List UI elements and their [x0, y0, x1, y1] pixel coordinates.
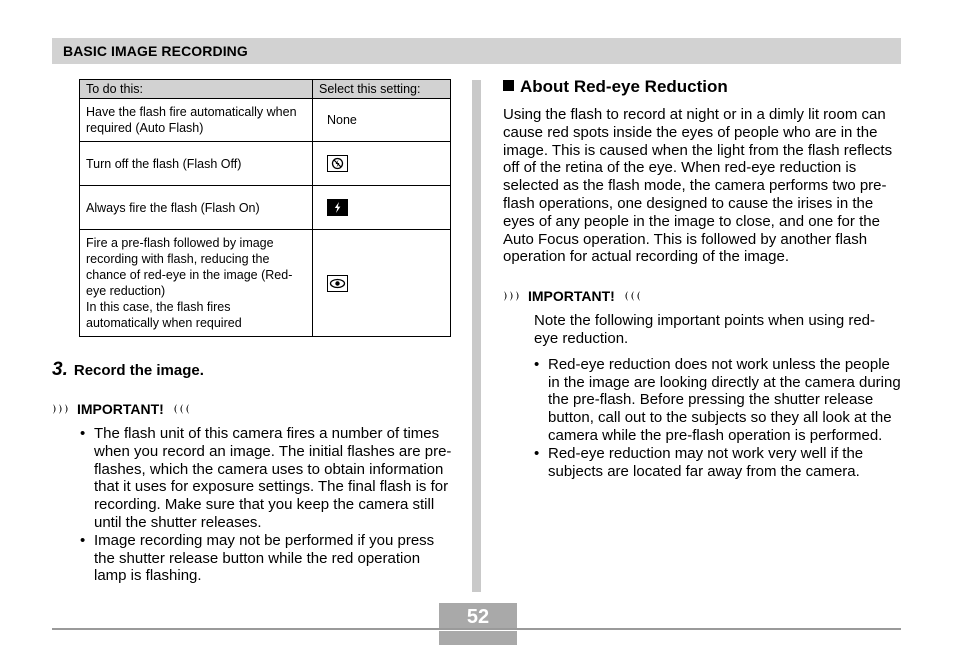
- step-number: 3.: [52, 359, 68, 380]
- list-item: • Image recording may not be performed if you press the shutter release button while the red operation lamp is flashing.: [80, 532, 452, 585]
- table-row: [80, 186, 451, 230]
- column-divider: [472, 80, 481, 592]
- table-cell-setting: [313, 230, 451, 337]
- right-important-list: [534, 356, 904, 481]
- left-important-list: [80, 425, 452, 585]
- red-eye-note: In this case, the flash fires automatically when required: [86, 300, 242, 330]
- table-header-action: To do this:: [80, 80, 313, 99]
- page-number: 52: [439, 603, 517, 630]
- right-column: [503, 77, 903, 480]
- important-heading: [503, 288, 903, 304]
- step-3: [52, 359, 452, 381]
- left-column: [52, 79, 452, 585]
- table-row: [80, 230, 451, 337]
- table-cell-action: [80, 230, 313, 337]
- table-row: [80, 99, 451, 142]
- red-eye-description: Fire a pre-flash followed by image recording with flash, reducing the chance of red-eye in the image (Red-eye reduction): [86, 236, 293, 298]
- flash-settings-table: [79, 79, 451, 337]
- section-title: [503, 77, 903, 97]
- important-right-marker-icon: [168, 403, 190, 415]
- table-cell-setting: [313, 142, 451, 186]
- table-header-setting: Select this setting:: [313, 80, 451, 99]
- important-label: IMPORTANT!: [77, 401, 164, 417]
- section-body: Using the flash to record at night or in a dimly lit room can cause red spots inside the eyes of people who are in the image. This is caused when the light from the flash reflects off of the retina of the eye. When red-eye reduction is selected as the flash mode, the camera performs two pre-flash operations, one designed to cause the irises in the eyes of any people in the image to close, and one for the Auto Focus operation. This is followed by another flash operation for actual recording of the image.: [503, 106, 893, 266]
- important-right-marker-icon: [619, 290, 641, 302]
- table-cell-setting: [313, 186, 451, 230]
- footer-rule: [52, 628, 901, 630]
- table-cell-action: Always fire the flash (Flash On): [80, 186, 313, 230]
- table-cell-setting: None: [313, 99, 451, 142]
- section-header: BASIC IMAGE RECORDING: [52, 38, 901, 64]
- important-intro: Note the following important points when using red-eye reduction.: [534, 312, 876, 347]
- flash-on-icon: [327, 199, 348, 216]
- step-text: Record the image.: [73, 362, 204, 379]
- section-title-text: About Red-eye Reduction: [520, 77, 728, 96]
- important-left-marker-icon: [52, 403, 74, 415]
- important-heading: [52, 401, 452, 417]
- square-bullet-icon: [503, 80, 514, 91]
- red-eye-icon: [327, 275, 348, 292]
- list-item: • Red-eye reduction does not work unless the people in the image are looking directly at the camera during the pre-flash. Before pressing the shutter release button, call out to the subjects so they all look at the camera while the pre-flash operation is performed.: [534, 356, 904, 445]
- list-item: • Red-eye reduction may not work very well if the subjects are located far away from the camera.: [534, 445, 904, 481]
- table-cell-action: Turn off the flash (Flash Off): [80, 142, 313, 186]
- flash-off-icon: [327, 155, 348, 172]
- table-row: [80, 142, 451, 186]
- important-label: IMPORTANT!: [528, 288, 615, 305]
- table-cell-action: Have the flash fire automatically when required (Auto Flash): [80, 99, 313, 142]
- page-number-tab: [439, 631, 517, 645]
- important-left-marker-icon: [503, 290, 525, 302]
- list-item: • The flash unit of this camera fires a number of times when you record an image. The initial flashes are pre-flashes, which the camera uses to obtain information that it uses for exposure settings. The final flash is for recording. Make sure that you keep the camera still until the shutter releases.: [80, 425, 452, 532]
